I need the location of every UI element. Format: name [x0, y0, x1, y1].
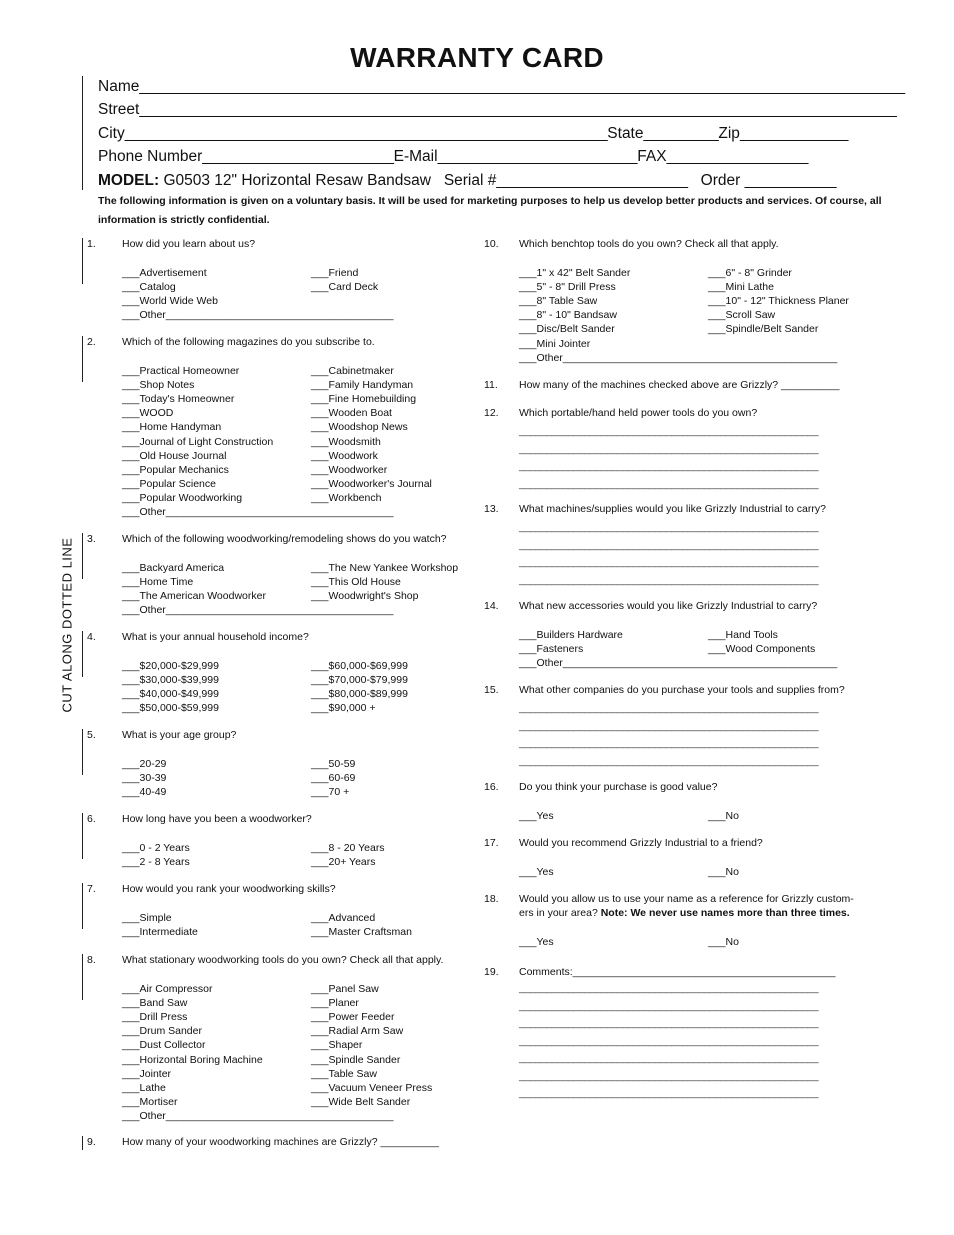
question-13-number: 13.	[484, 503, 499, 515]
street-field[interactable]: ___________________________________________________________________________________________	[139, 101, 897, 118]
question-8-option[interactable]: ___Horizontal Boring Machine	[122, 1053, 263, 1066]
fax-label: FAX	[637, 148, 667, 165]
question-13-answer-line[interactable]: _______________________________________________________	[519, 521, 819, 533]
question-2-option[interactable]: ___Today's Homeowner	[122, 393, 235, 406]
model-label: MODEL:	[98, 172, 160, 189]
question-2-option[interactable]: ___Woodshop News	[311, 421, 408, 434]
question-10-option[interactable]: ___1" x 42" Belt Sander	[519, 267, 631, 279]
question-18-text-cont: ers in your area?	[519, 907, 598, 919]
margin-rule	[82, 883, 83, 929]
question-18-note: Note: We never use names more than three times.	[600, 907, 850, 919]
question-8-option[interactable]: ___Panel Saw	[311, 983, 379, 995]
question-2-option[interactable]: ___Fine Homebuilding	[311, 393, 417, 406]
question-12-number: 12.	[484, 407, 499, 419]
question-2-option[interactable]: ___Workbench	[311, 491, 382, 504]
question-7-option[interactable]: ___Simple	[122, 912, 172, 924]
question-14-option[interactable]: ___Fasteners	[519, 643, 584, 656]
question-8-option[interactable]: ___Radial Arm Saw	[311, 1025, 404, 1038]
question-8-option[interactable]: ___Mortiser	[122, 1095, 178, 1108]
question-10-option[interactable]: ___Other_______________________________________________	[519, 351, 838, 364]
email-field[interactable]: ________________________	[437, 148, 638, 165]
question-2-option[interactable]: ___Woodsmith	[311, 435, 381, 448]
city-field[interactable]: __________________________________________________________	[124, 125, 608, 142]
margin-rule	[82, 533, 83, 579]
question-16-text: Do you think your purchase is good value?	[519, 781, 718, 793]
question-17-option[interactable]: ___Yes	[519, 866, 554, 878]
question-18-text: Would you allow us to use your name as a reference for Grizzly custom-	[519, 893, 854, 905]
question-19-answer-line[interactable]: _______________________________________________________	[519, 1017, 819, 1029]
question-10-option[interactable]: ___Scroll Saw	[708, 309, 776, 322]
question-7-number: 7.	[87, 883, 96, 895]
question-2-option[interactable]: ___Woodwork	[311, 449, 378, 462]
margin-rule	[82, 631, 83, 677]
question-13-answer-line[interactable]: _______________________________________________________	[519, 573, 819, 586]
question-10-number: 10.	[484, 238, 499, 250]
margin-rule	[82, 1136, 83, 1150]
question-3-option[interactable]: ___The New Yankee Workshop	[311, 562, 459, 574]
question-2-option[interactable]: ___Woodworker	[311, 463, 388, 476]
name-row	[98, 78, 905, 96]
question-2-option[interactable]: ___Other_______________________________________	[122, 506, 394, 518]
city-label: City	[98, 125, 125, 142]
question-8-number: 8.	[87, 954, 96, 966]
margin-rule	[82, 336, 83, 382]
question-8-option[interactable]: ___Planer	[311, 997, 359, 1010]
question-9-text: How many of your woodworking machines are Grizzly? __________	[122, 1136, 439, 1148]
serial-label: Serial #	[443, 172, 497, 189]
question-8-option[interactable]: ___Wide Belt Sander	[311, 1095, 411, 1108]
city-row	[98, 125, 848, 143]
question-8-option[interactable]: ___Band Saw	[122, 997, 188, 1010]
street-label: Street	[98, 101, 140, 118]
question-3-text: Which of the following woodworking/remodeling shows do you watch?	[122, 533, 447, 545]
question-7-text: How would you rank your woodworking skills?	[122, 883, 336, 895]
question-1-option[interactable]: ___Other_______________________________________	[122, 309, 394, 322]
question-3-option[interactable]: ___The American Woodworker	[122, 590, 266, 603]
email-label: E-Mail	[393, 148, 438, 165]
question-6-option[interactable]: ___2 - 8 Years	[122, 856, 190, 869]
name-label: Name	[98, 78, 140, 95]
zip-label: Zip	[718, 125, 740, 142]
question-2-option[interactable]: ___Shop Notes	[122, 379, 195, 392]
question-2-option[interactable]: ___Popular Woodworking	[122, 491, 243, 504]
question-17-option[interactable]: ___No	[708, 866, 739, 878]
question-3-option[interactable]: ___Woodwright's Shop	[311, 590, 419, 603]
question-6-option[interactable]: ___0 - 2 Years	[122, 842, 190, 854]
question-7-option[interactable]: ___Advanced	[311, 912, 376, 924]
question-19-number: 19.	[484, 966, 499, 978]
question-2-option[interactable]: ___Woodworker's Journal	[311, 477, 432, 490]
question-14-number: 14.	[484, 600, 499, 612]
question-3-number: 3.	[87, 533, 96, 545]
margin-rule	[82, 238, 83, 284]
question-10-option[interactable]: ___5" - 8" Drill Press	[519, 281, 616, 294]
serial-field[interactable]: _______________________	[496, 172, 688, 189]
question-10-option[interactable]: ___8" - 10" Bandsaw	[519, 309, 617, 322]
question-5-number: 5.	[87, 729, 96, 741]
question-8-text: What stationary woodworking tools do you own? Check all that apply.	[122, 954, 444, 966]
question-8-option[interactable]: ___Spindle Sander	[311, 1053, 401, 1066]
question-4-option[interactable]: ___$70,000-$79,999	[311, 674, 408, 687]
question-19-text: Comments:_____________________________________________	[519, 966, 836, 978]
question-12-answer-line[interactable]: _______________________________________________________	[519, 460, 819, 472]
question-19-answer-line[interactable]: _______________________________________________________	[519, 1034, 819, 1047]
question-14-option[interactable]: ___Hand Tools	[708, 629, 778, 641]
question-8-option[interactable]: ___Shaper	[311, 1039, 363, 1052]
question-15-answer-line[interactable]: _______________________________________________________	[519, 737, 819, 749]
question-2-option[interactable]: ___Journal of Light Construction	[122, 435, 274, 448]
question-10-option[interactable]: ___Disc/Belt Sander	[519, 323, 615, 336]
question-12-text: Which portable/hand held power tools do you own?	[519, 407, 758, 419]
question-15-answer-line[interactable]: _______________________________________________________	[519, 719, 819, 732]
question-19-answer-line[interactable]: _______________________________________________________	[519, 982, 819, 994]
question-3-option[interactable]: ___Other_______________________________________	[122, 604, 394, 617]
model-row	[98, 172, 836, 190]
question-4-option[interactable]: ___$60,000-$69,999	[311, 660, 408, 672]
question-5-option[interactable]: ___60-69	[311, 772, 356, 785]
question-4-option[interactable]: ___$40,000-$49,999	[122, 688, 219, 701]
question-1-option[interactable]: ___World Wide Web	[122, 295, 218, 308]
question-16-option[interactable]: ___Yes	[519, 810, 554, 822]
question-8-option[interactable]: ___Lathe	[122, 1081, 166, 1094]
intro-text: The following information is given on a voluntary basis. It will be used for marketing purposes to help us develop better products and services. Of course, all information is strictly confidential.	[98, 195, 882, 226]
question-18-option[interactable]: ___No	[708, 936, 739, 948]
question-8-option[interactable]: ___Dust Collector	[122, 1039, 206, 1052]
state-field[interactable]: _________	[643, 125, 719, 142]
question-8-option[interactable]: ___Other_______________________________________	[122, 1109, 394, 1122]
question-2-option[interactable]: ___Old House Journal	[122, 449, 227, 462]
phone-field[interactable]: _______________________	[202, 148, 394, 165]
question-2-option[interactable]: ___Wooden Boat	[311, 407, 392, 420]
question-2-option[interactable]: ___Family Handyman	[311, 379, 414, 392]
question-1-option[interactable]: ___Card Deck	[311, 281, 379, 294]
question-15-answer-line[interactable]: _______________________________________________________	[519, 754, 819, 767]
question-17-text: Would you recommend Grizzly Industrial to a friend?	[519, 837, 763, 849]
question-4-option[interactable]: ___$30,000-$39,999	[122, 674, 219, 687]
question-11-text: How many of the machines checked above are Grizzly? __________	[519, 379, 840, 391]
question-13-answer-line[interactable]: _______________________________________________________	[519, 538, 819, 551]
cut-line-top	[82, 76, 83, 190]
question-6-text: How long have you been a woodworker?	[122, 813, 312, 825]
question-4-option[interactable]: ___$50,000-$59,999	[122, 702, 219, 715]
question-18-number: 18.	[484, 893, 499, 905]
fax-field[interactable]: _________________	[666, 148, 809, 165]
state-label: State	[607, 125, 644, 142]
phone-row	[98, 148, 808, 166]
question-8-option[interactable]: ___Jointer	[122, 1067, 172, 1080]
question-8-option[interactable]: ___Vacuum Veneer Press	[311, 1081, 433, 1094]
question-2-option[interactable]: ___Popular Science	[122, 477, 216, 490]
question-8-option[interactable]: ___Drum Sander	[122, 1025, 202, 1038]
question-5-option[interactable]: ___20-29	[122, 758, 167, 770]
model-value: G0503 12" Horizontal Resaw Bandsaw	[163, 172, 431, 189]
question-4-option[interactable]: ___$20,000-$29,999	[122, 660, 219, 672]
question-12-answer-line[interactable]: _______________________________________________________	[519, 442, 819, 455]
question-5-option[interactable]: ___40-49	[122, 786, 167, 799]
question-10-text: Which benchtop tools do you own? Check all that apply.	[519, 238, 779, 250]
question-14-option[interactable]: ___Other_______________________________________________	[519, 657, 838, 670]
question-7-option[interactable]: ___Master Craftsman	[311, 926, 412, 939]
question-2-option[interactable]: ___WOOD	[122, 407, 174, 420]
question-16-option[interactable]: ___No	[708, 810, 739, 822]
question-8-option[interactable]: ___Table Saw	[311, 1067, 377, 1080]
order-field[interactable]: ___________	[744, 172, 837, 189]
question-17-number: 17.	[484, 837, 499, 849]
question-1-option[interactable]: ___Friend	[311, 267, 359, 279]
question-14-option[interactable]: ___Builders Hardware	[519, 629, 623, 641]
question-3-option[interactable]: ___Backyard America	[122, 562, 225, 574]
question-15-number: 15.	[484, 684, 499, 696]
question-10-option[interactable]: ___8" Table Saw	[519, 295, 598, 308]
margin-rule	[82, 729, 83, 775]
question-3-option[interactable]: ___This Old House	[311, 576, 401, 589]
question-19-answer-line[interactable]: _______________________________________________________	[519, 999, 819, 1012]
question-5-option[interactable]: ___30-39	[122, 772, 167, 785]
question-15-answer-line[interactable]: _______________________________________________________	[519, 702, 819, 714]
question-9-number: 9.	[87, 1136, 96, 1148]
question-10-option[interactable]: ___6" - 8" Grinder	[708, 267, 792, 279]
question-13-answer-line[interactable]: _______________________________________________________	[519, 556, 819, 568]
question-5-text: What is your age group?	[122, 729, 237, 741]
question-2-option[interactable]: ___Practical Homeowner	[122, 365, 240, 377]
question-16-number: 16.	[484, 781, 499, 793]
page-title: WARRANTY CARD	[350, 42, 604, 73]
question-4-number: 4.	[87, 631, 96, 643]
question-10-option[interactable]: ___10" - 12" Thickness Planer	[708, 295, 849, 308]
margin-rule	[82, 813, 83, 859]
question-15-text: What other companies do you purchase your tools and supplies from?	[519, 684, 845, 696]
question-6-number: 6.	[87, 813, 96, 825]
question-7-option[interactable]: ___Intermediate	[122, 926, 198, 939]
name-field[interactable]: ____________________________________________________________________________________________	[139, 78, 905, 95]
cut-along-label: CUT ALONG DOTTED LINE	[59, 537, 75, 713]
question-19-answer-line[interactable]: _______________________________________________________	[519, 1052, 819, 1064]
question-5-option[interactable]: ___50-59	[311, 758, 356, 770]
question-13-text: What machines/supplies would you like Grizzly Industrial to carry?	[519, 503, 826, 515]
question-4-text: What is your annual household income?	[122, 631, 309, 643]
question-10-option[interactable]: ___Mini Jointer	[519, 337, 591, 350]
question-14-option[interactable]: ___Wood Components	[708, 643, 816, 656]
question-12-answer-line[interactable]: _______________________________________________________	[519, 425, 819, 437]
question-8-option[interactable]: ___Air Compressor	[122, 983, 213, 995]
question-5-option[interactable]: ___70 +	[311, 786, 350, 799]
question-2-text: Which of the following magazines do you subscribe to.	[122, 336, 375, 348]
question-4-option[interactable]: ___$90,000 +	[311, 702, 376, 715]
question-19-answer-line[interactable]: _______________________________________________________	[519, 1087, 819, 1099]
question-2-number: 2.	[87, 336, 96, 348]
question-2-option[interactable]: ___Popular Mechanics	[122, 463, 229, 476]
question-1-number: 1.	[87, 238, 96, 250]
question-10-option[interactable]: ___Spindle/Belt Sander	[708, 323, 819, 336]
question-1-text: How did you learn about us?	[122, 238, 256, 250]
question-6-option[interactable]: ___8 - 20 Years	[311, 842, 385, 854]
question-4-option[interactable]: ___$80,000-$89,999	[311, 688, 408, 701]
question-12-answer-line[interactable]: _______________________________________________________	[519, 477, 819, 490]
margin-rule	[82, 954, 83, 1000]
question-14-text: What new accessories would you like Grizzly Industrial to carry?	[519, 600, 818, 612]
question-2-option[interactable]: ___Cabinetmaker	[311, 365, 394, 377]
question-19-answer-line[interactable]: _______________________________________________________	[519, 1069, 819, 1082]
question-1-option[interactable]: ___Advertisement	[122, 267, 207, 279]
question-3-option[interactable]: ___Home Time	[122, 576, 194, 589]
question-8-option[interactable]: ___Drill Press	[122, 1011, 188, 1024]
question-6-option[interactable]: ___20+ Years	[311, 856, 376, 869]
question-1-option[interactable]: ___Catalog	[122, 281, 176, 294]
zip-field[interactable]: _____________	[739, 125, 849, 142]
question-10-option[interactable]: ___Mini Lathe	[708, 281, 774, 294]
order-label: Order	[700, 172, 741, 189]
question-18-option[interactable]: ___Yes	[519, 936, 554, 948]
street-row	[98, 101, 897, 119]
question-11-number: 11.	[484, 379, 498, 391]
question-2-option[interactable]: ___Home Handyman	[122, 421, 222, 434]
question-8-option[interactable]: ___Power Feeder	[311, 1011, 395, 1024]
question-18-text-line2	[519, 907, 850, 919]
phone-label: Phone Number	[98, 148, 203, 165]
